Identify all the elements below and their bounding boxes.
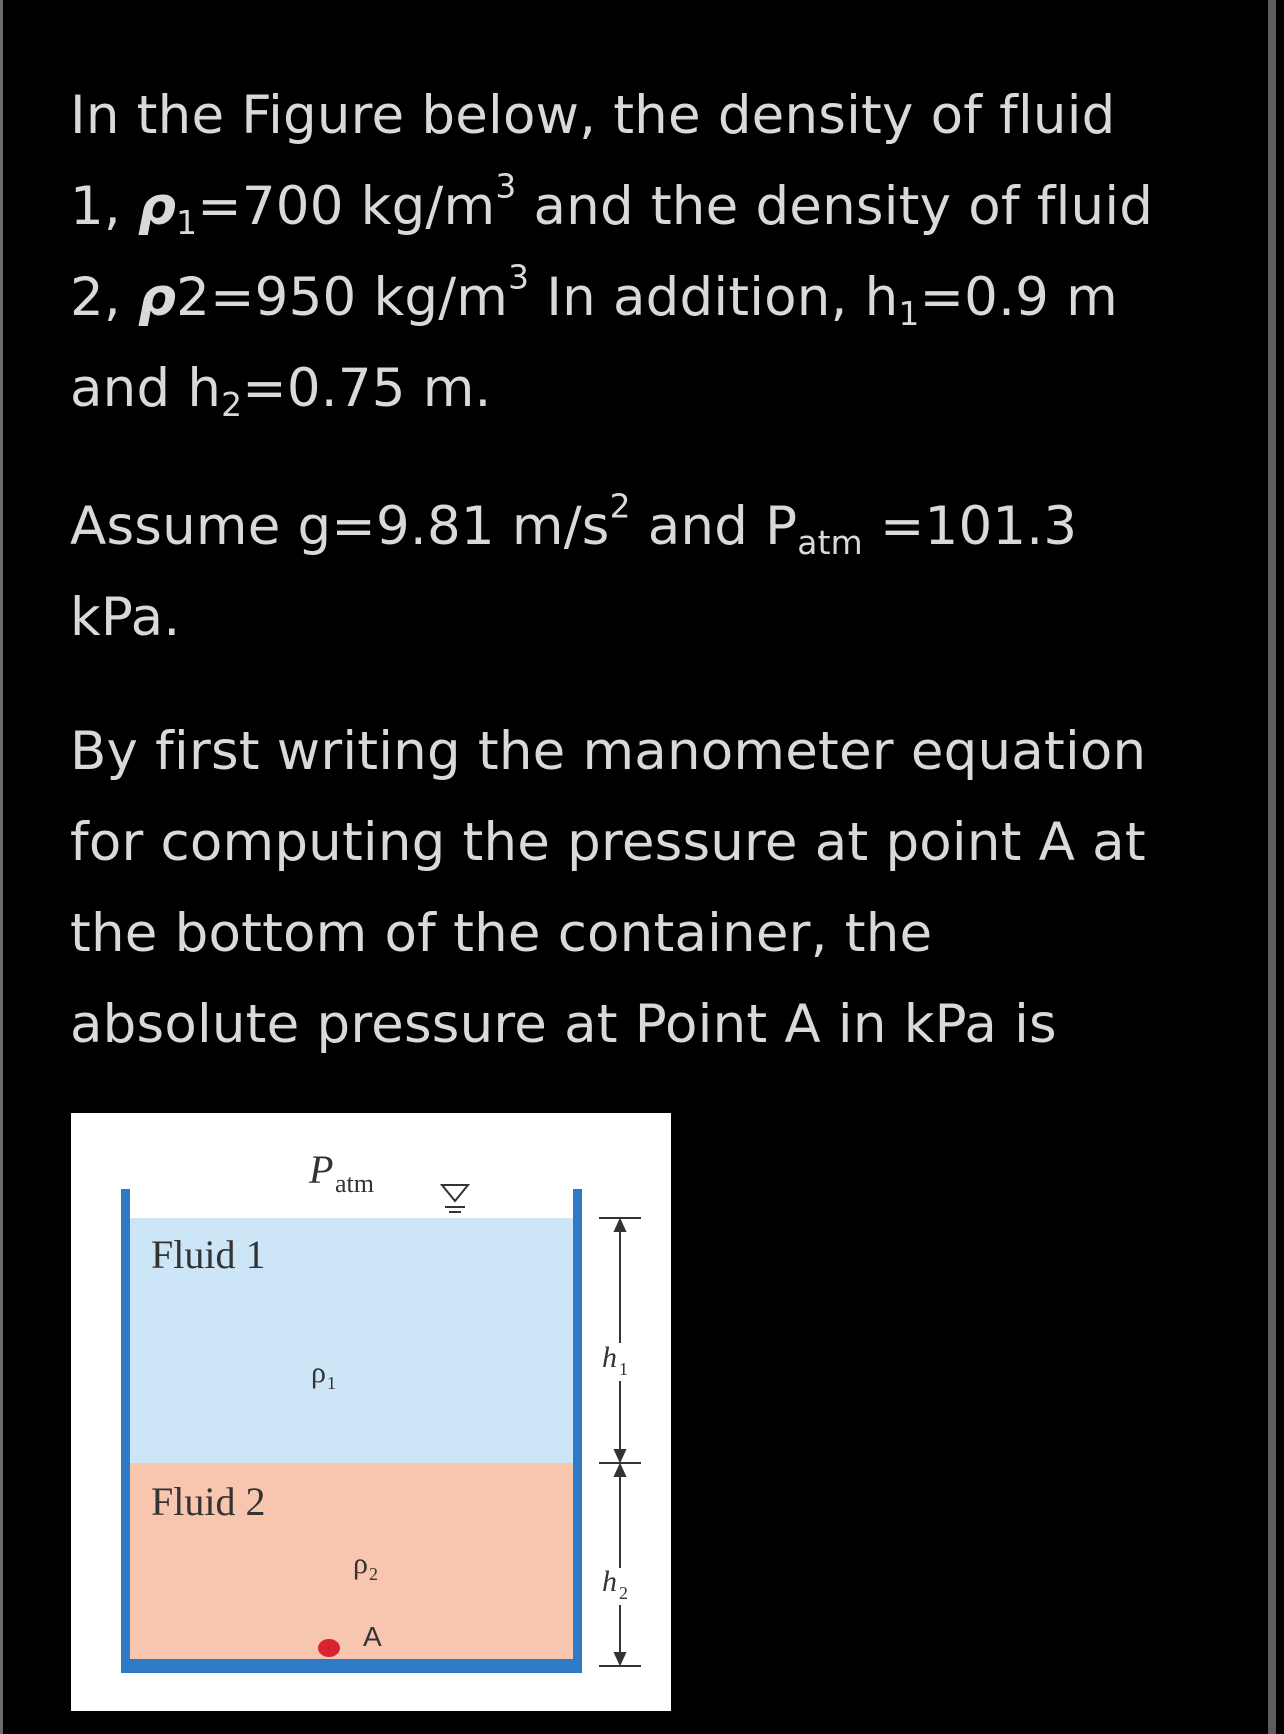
rho-2-subscript: 2 [369, 1564, 378, 1584]
rho-2-label: ρ [353, 1547, 368, 1580]
container-left-wall [121, 1189, 130, 1673]
assumptions [70, 481, 1220, 663]
problem-line-1: In the Figure below, the density of fluid [70, 85, 1116, 146]
assumption-line-2: kPa. [70, 587, 181, 648]
rho-symbol: ρ [138, 176, 177, 237]
problem-statement [70, 70, 1220, 434]
h1-label: h [602, 1341, 617, 1374]
container-bottom [121, 1659, 582, 1673]
fluid-right-fill-2 [526, 1463, 573, 1659]
assumption-line-1: Assume g=9.81 $m/s^2$ and $P_{atm} =101.3$ [70, 486, 1078, 562]
patm-subscript: atm [335, 1169, 374, 1198]
point-a-label: A [363, 1621, 382, 1652]
rho-symbol: ρ [138, 267, 177, 328]
fluid-right-fill [526, 1218, 573, 1463]
question-line-4: absolute pressure at Point A in kPa is [70, 994, 1057, 1055]
h2-label: h [602, 1565, 617, 1598]
free-surface-icon [442, 1185, 468, 1212]
question-line-1: By first writing the manometer equation [70, 721, 1147, 782]
manometer-diagram [71, 1113, 671, 1711]
rho-1-label: ρ [311, 1356, 326, 1389]
problem-line-3: 2, ρ2=950 $kg/m^3$ In addition, $h_1=0.9$ m [70, 257, 1118, 333]
patm-label: P [309, 1147, 334, 1192]
rho-1-subscript: 1 [327, 1373, 336, 1393]
fluid-1-label: Fluid 1 [151, 1232, 266, 1277]
h1-subscript: 1 [619, 1359, 628, 1379]
question-line-2: for computing the pressure at point A at [70, 812, 1146, 873]
question [70, 706, 1220, 1070]
problem-line-2: 1, $\rho_1=700$ $kg/m^3$ and the density of fluid [70, 166, 1154, 242]
container-right-wall [573, 1189, 582, 1673]
question-line-3: the bottom of the container, the [70, 903, 933, 964]
problem-line-4: and $h_2=0.75$ m. [70, 358, 492, 424]
manometer-figure [71, 1113, 671, 1711]
point-a-marker [318, 1639, 340, 1657]
fluid-2-label: Fluid 2 [151, 1479, 266, 1524]
h2-subscript: 2 [619, 1583, 628, 1603]
